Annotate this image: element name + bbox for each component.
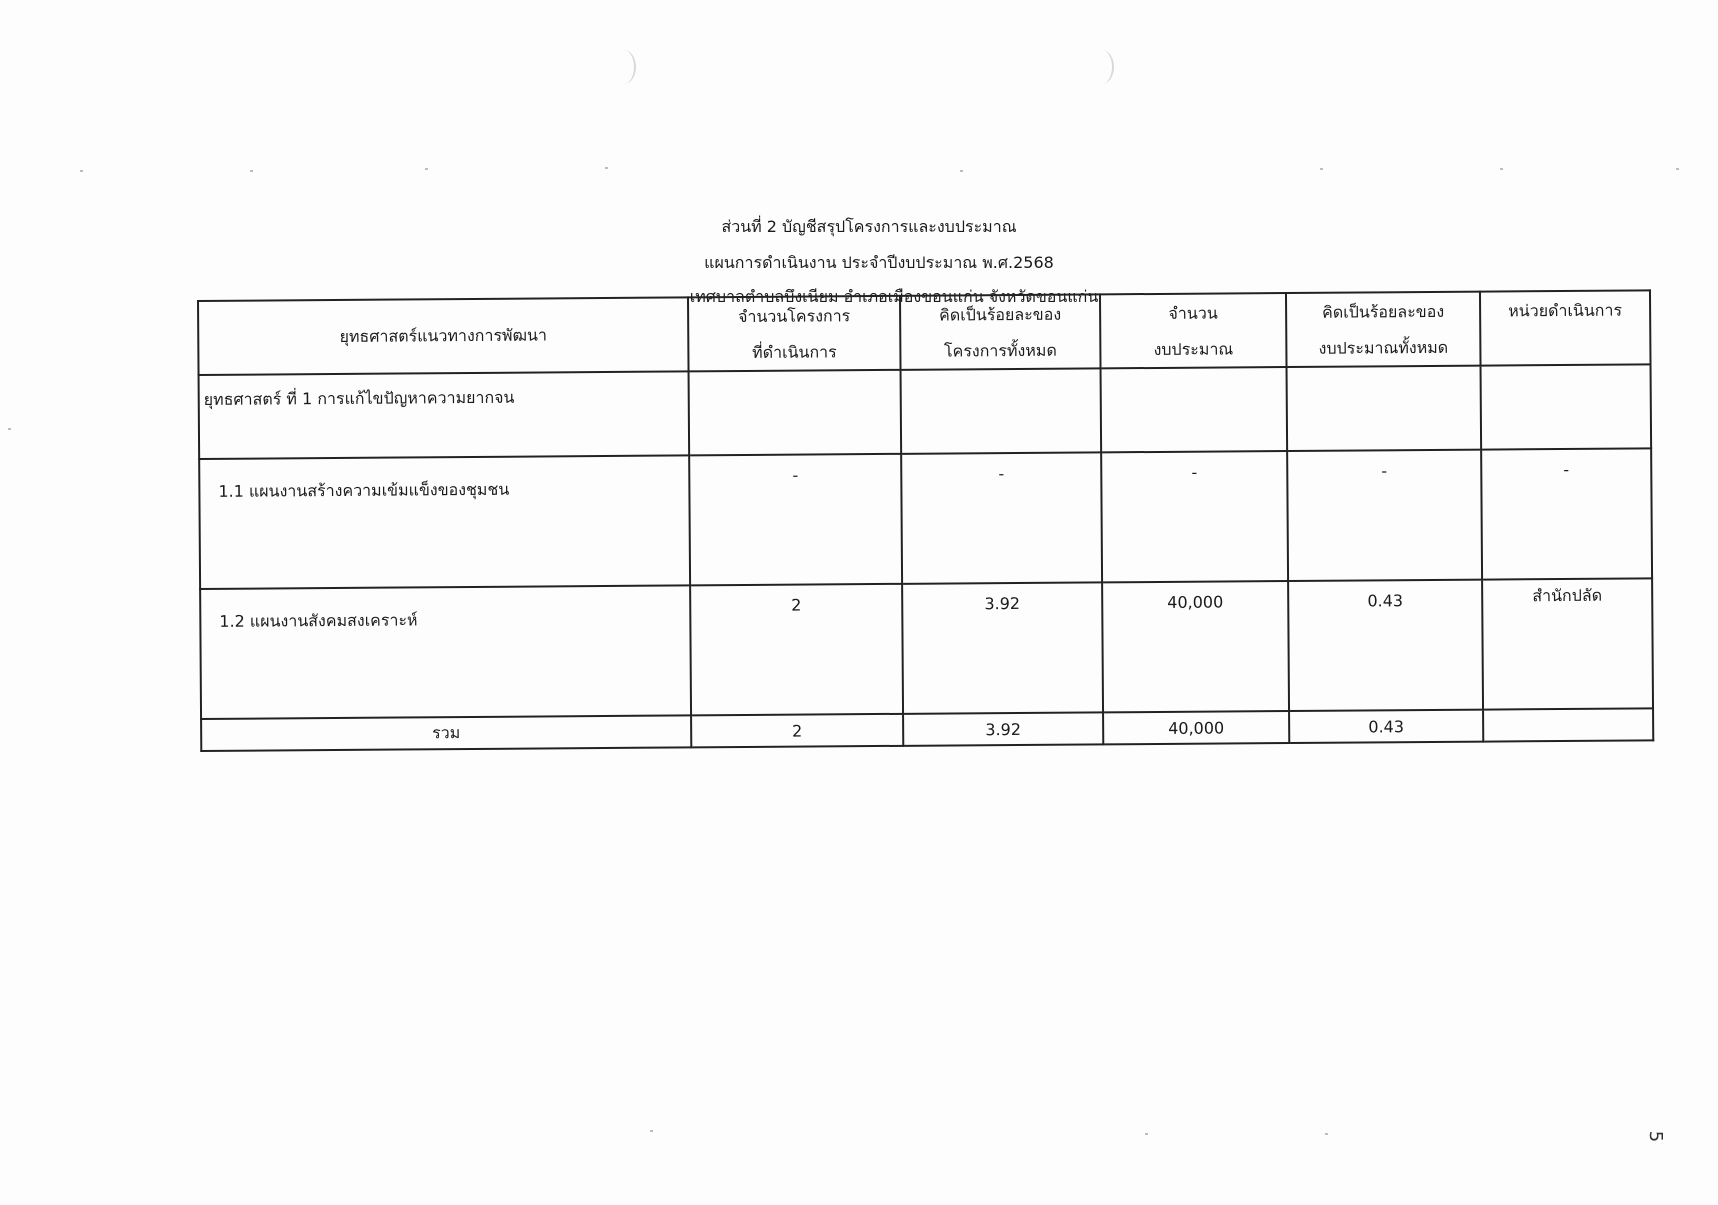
column-header-label: งบประมาณ xyxy=(1153,339,1234,359)
column-header-label: คิดเป็นร้อยละของ xyxy=(939,304,1062,325)
punch-hole-mark xyxy=(612,50,636,84)
column-header-label: ยุทธศาสตร์แนวทางการพัฒนา xyxy=(339,325,548,346)
column-header-pct-projects xyxy=(900,294,1101,369)
table-row xyxy=(200,578,1653,719)
strategy-name-cell: ยุทธศาสตร์ ที่ 1 การแก้ไขปัญหาความยากจน xyxy=(199,371,690,459)
scan-speck xyxy=(960,170,963,172)
column-header-label: จำนวนโครงการ xyxy=(737,306,851,327)
empty-cell xyxy=(1287,366,1482,451)
total-pct-budget-cell: 0.43 xyxy=(1289,710,1483,743)
total-label-cell: รวม xyxy=(201,715,691,751)
scan-speck xyxy=(425,168,428,170)
table-row xyxy=(199,448,1652,589)
column-header-label: หน่วยดำเนินการ xyxy=(1508,300,1623,321)
scan-speck xyxy=(650,1130,653,1132)
empty-cell xyxy=(901,368,1102,453)
column-header-label: ที่ดำเนินการ xyxy=(752,342,837,362)
column-header-label: จำนวน xyxy=(1168,303,1218,323)
punch-hole-mark xyxy=(1090,50,1114,84)
pct-projects-cell: - xyxy=(901,452,1102,583)
scan-speck xyxy=(250,170,253,172)
column-header-label: คิดเป็นร้อยละของ xyxy=(1322,301,1445,322)
column-header-label: งบประมาณทั้งหมด xyxy=(1318,337,1449,358)
document-title: ส่วนที่ 2 บัญชีสรุปโครงการและงบประมาณ xyxy=(721,217,1017,236)
unit-cell: - xyxy=(1481,448,1652,579)
summary-table xyxy=(197,289,1654,752)
total-budget-cell: 40,000 xyxy=(1103,711,1289,744)
scan-speck xyxy=(8,428,11,430)
unit-cell: สำนักปลัด xyxy=(1482,578,1653,709)
projects-cell: 2 xyxy=(690,584,903,716)
column-header-unit xyxy=(1480,290,1651,365)
budget-cell: - xyxy=(1101,451,1288,582)
pct-budget-cell: 0.43 xyxy=(1288,580,1483,711)
document-subtitle: แผนการดำเนินงาน ประจำปีงบประมาณ พ.ศ.2568 xyxy=(704,253,1054,272)
budget-cell: 40,000 xyxy=(1102,581,1289,712)
column-header-budget xyxy=(1100,293,1287,368)
table-header-row xyxy=(198,290,1651,375)
empty-cell xyxy=(1101,367,1288,452)
scan-speck xyxy=(1145,1133,1148,1135)
scan-speck xyxy=(1676,168,1679,170)
column-header-strategy xyxy=(198,297,689,375)
total-pct-projects-cell: 3.92 xyxy=(903,712,1103,745)
projects-cell: - xyxy=(689,454,902,586)
pct-budget-cell: - xyxy=(1287,450,1482,581)
scan-speck xyxy=(1500,168,1503,170)
strategy-row xyxy=(199,364,1652,459)
empty-cell xyxy=(1481,364,1652,449)
scan-speck xyxy=(605,167,608,169)
summary-table-wrapper xyxy=(197,289,1652,752)
column-header-label: โครงการทั้งหมด xyxy=(943,340,1057,361)
column-header-pct-budget xyxy=(1286,292,1481,367)
total-unit-cell xyxy=(1483,708,1653,741)
empty-cell xyxy=(689,370,902,456)
column-header-projects xyxy=(688,296,901,372)
scan-speck xyxy=(1320,168,1323,170)
plan-name-cell: 1.1 แผนงานสร้างความเข้มแข็งของชุมชน xyxy=(199,455,690,589)
organization-name: เทศบาลตำบลบึงเนียม อำเภอเมืองขอนแก่น จังหวัดขอนแก่น xyxy=(689,287,1099,306)
total-projects-cell: 2 xyxy=(691,714,903,748)
scan-speck xyxy=(1325,1133,1328,1135)
page-number: 5 xyxy=(1645,1130,1667,1143)
plan-name-cell: 1.2 แผนงานสังคมสงเคราะห์ xyxy=(200,585,691,719)
pct-projects-cell: 3.92 xyxy=(902,582,1103,713)
scan-speck xyxy=(80,170,83,172)
